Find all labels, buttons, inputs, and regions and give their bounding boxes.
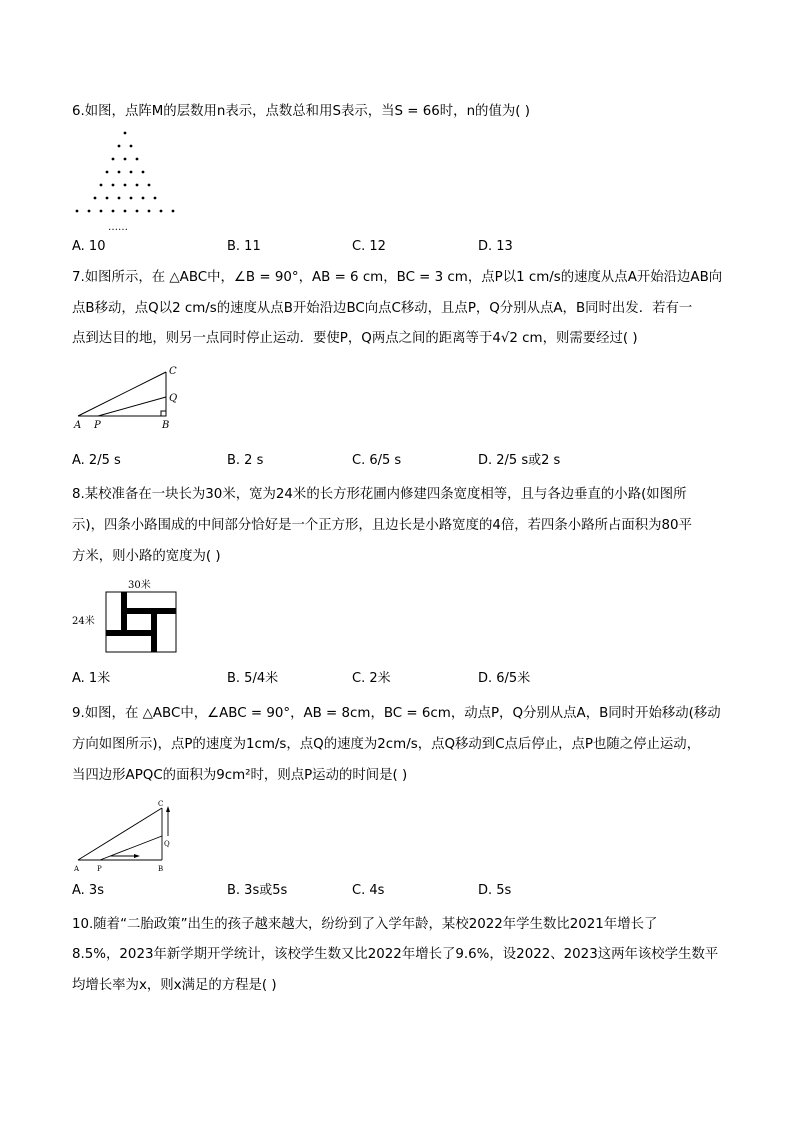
q8-option-c: C. 2米 <box>352 671 391 686</box>
q10-stem-line-3: 均增长率为x，则x满足的方程是( ) <box>72 978 277 993</box>
q7-label-b: B <box>162 420 170 431</box>
q9-option-d: D. 5s <box>478 883 512 898</box>
q7-option-b: B. 2 s <box>227 453 264 468</box>
q9-label-a: A <box>74 865 80 873</box>
q9-option-b: B. 3s或5s <box>227 883 288 898</box>
q9-triangle-svg <box>70 800 180 874</box>
q10-stem-line-1: 10.随着“二胎政策”出生的孩子越来越大，纷纷到了入学年龄，某校2022年学生数比2021年增长了 <box>72 917 658 932</box>
q6-option-d: D. 13 <box>478 239 513 254</box>
q8-stem-line-2: 示)，四条小路围成的中间部分恰好是一个正方形，且边长是小路宽度的4倍，若四条小路所占面积为80平 <box>72 518 692 533</box>
q9-label-c: C <box>158 800 164 808</box>
q9-stem-line-2: 方向如图所示)，点P的速度为1cm/s，点Q的速度为2cm/s，点Q移动到C点后停止，点P也随之停止运动， <box>72 737 701 752</box>
q8-garden-figure <box>70 578 182 656</box>
q9-option-c: C. 4s <box>352 883 385 898</box>
q8-width-label: 30米 <box>128 580 151 591</box>
q6-dot-triangle-svg <box>70 128 180 234</box>
q9-label-p: P <box>97 865 102 873</box>
q7-stem-line-1: 7.如图所示，在 △ABC中，∠B = 90°，AB = 6 cm，BC = 3 cm，点P以1 cm/s的速度从点A开始沿边AB向 <box>72 270 723 285</box>
q8-option-b: B. 5/4米 <box>227 671 279 686</box>
q9-stem-line-3: 当四边形APQC的面积为9cm²时，则点P运动的时间是( ) <box>72 768 408 783</box>
q7-label-p: P <box>94 420 101 431</box>
q8-stem-line-1: 8.某校准备在一块长为30米，宽为24米的长方形花圃内修建四条宽度相等，且与各边垂直的小路(如图所 <box>72 487 687 502</box>
q7-label-a: A <box>74 420 82 431</box>
q8-stem-line-3: 方米，则小路的宽度为( ) <box>72 549 221 564</box>
q8-height-label: 24米 <box>72 616 95 627</box>
q6-option-c: C. 12 <box>352 239 386 254</box>
q6-dot-triangle-figure <box>70 128 180 234</box>
q7-stem-line-3: 点到达目的地，则另一点同时停止运动．要使P，Q两点之间的距离等于4√2 cm，则需要经过( ) <box>72 331 638 346</box>
q7-option-d: D. 2/5 s或2 s <box>478 453 561 468</box>
q7-option-c: C. 6/5 s <box>352 453 402 468</box>
q8-option-d: D. 6/5米 <box>478 671 531 686</box>
q7-triangle-figure <box>70 364 190 430</box>
q9-option-a: A. 3s <box>72 883 104 898</box>
q9-label-b: B <box>158 865 164 873</box>
q10-stem-line-2: 8.5%，2023年新学期开学统计，该校学生数又比2022年增长了9.6%，设2022、2023这两年该校学生数平 <box>72 947 719 962</box>
q6-ellipsis-label: …… <box>108 222 128 233</box>
q7-label-q: Q <box>169 393 178 404</box>
q6-option-b: B. 11 <box>227 239 261 254</box>
q7-triangle-svg <box>70 364 190 430</box>
q9-stem-line-1: 9.如图，在 △ABC中，∠ABC = 90°，AB = 8cm，BC = 6cm，动点P，Q分别从点A，B同时开始移动(移动 <box>72 706 721 721</box>
q9-triangle-figure <box>70 800 180 874</box>
q8-garden-svg <box>70 578 182 656</box>
q9-label-q: Q <box>164 840 170 848</box>
q6-option-a: A. 10 <box>72 239 106 254</box>
q7-option-a: A. 2/5 s <box>72 453 121 468</box>
q7-label-c: C <box>169 366 177 377</box>
q7-stem-line-2: 点B移动，点Q以2 cm/s的速度从点B开始沿边BC向点C移动，且点P，Q分别从点A，B同时出发．若有一 <box>72 301 693 316</box>
q6-stem-line-1: 6.如图，点阵M的层数用n表示，点数总和用S表示，当S = 66时，n的值为( ) <box>72 104 530 119</box>
q8-option-a: A. 1米 <box>72 671 111 686</box>
